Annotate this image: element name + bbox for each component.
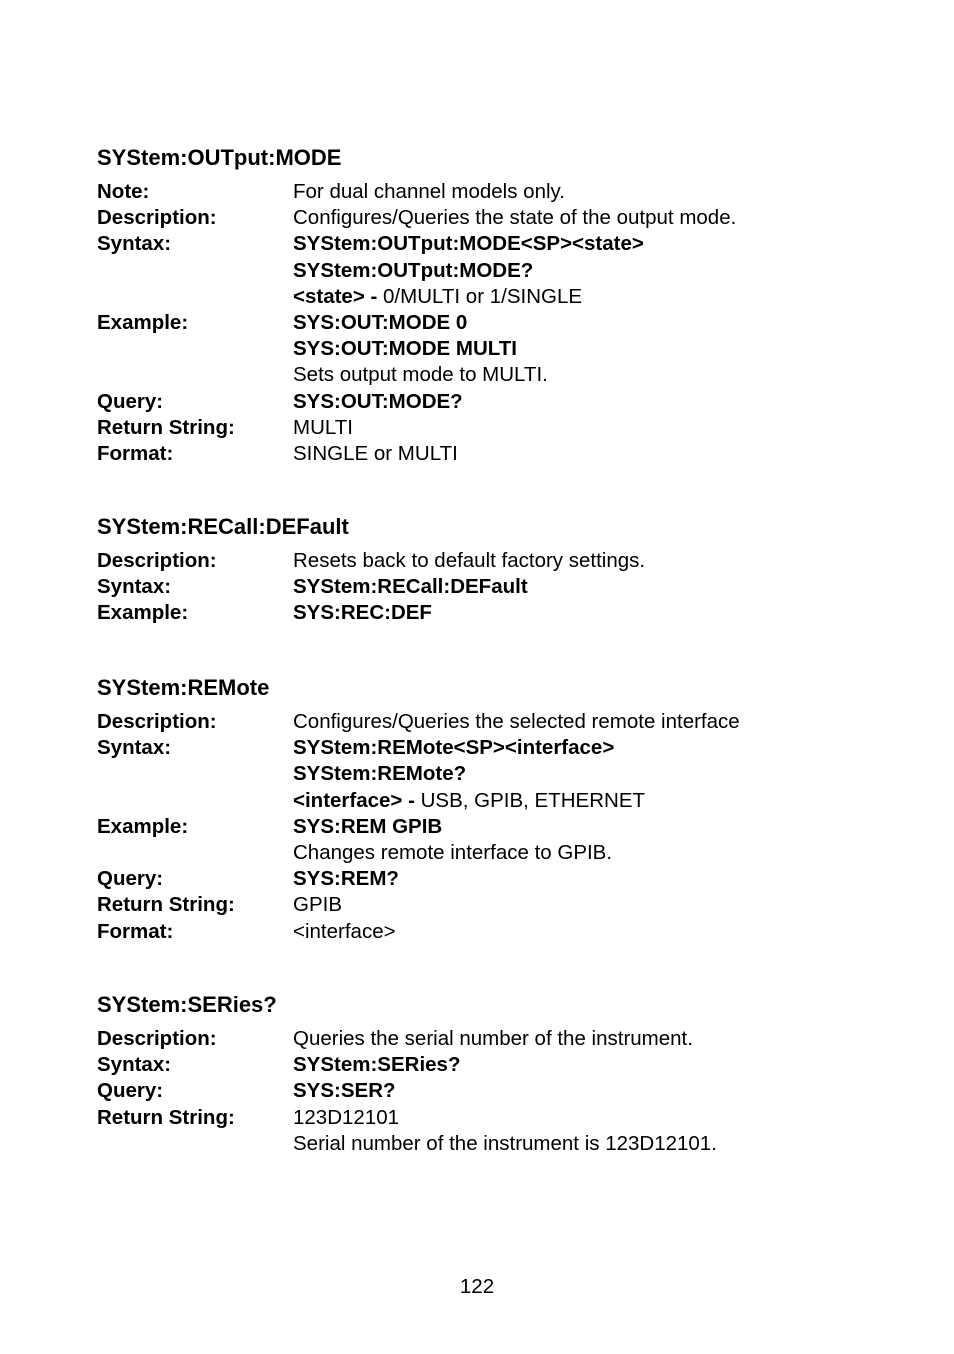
section-remote xyxy=(97,675,877,945)
query-label: Query: xyxy=(97,389,164,413)
parameter-row xyxy=(97,788,877,814)
example-explanation: Sets output mode to MULTI. xyxy=(293,363,548,387)
return-label: Return String: xyxy=(97,1105,235,1129)
section-title: SYStem:RECall:DEFault xyxy=(97,514,349,539)
format-row xyxy=(97,919,877,945)
section-title: SYStem:SERies? xyxy=(97,992,277,1017)
return-value: MULTI xyxy=(293,415,353,439)
syntax-query-command: SYStem:OUTput:MODE? xyxy=(293,258,534,282)
page-number: 122 xyxy=(459,1275,495,1298)
return-label: Return String: xyxy=(97,893,235,917)
query-command: SYS:SER? xyxy=(293,1079,396,1103)
syntax-label: Syntax: xyxy=(97,575,172,599)
example-explanation-row xyxy=(97,362,877,388)
example-row-2 xyxy=(97,336,877,362)
description-label: Description: xyxy=(97,1027,217,1050)
return-row xyxy=(97,415,877,441)
section-output-mode xyxy=(97,145,877,467)
parameter-values: USB, GPIB, ETHERNET xyxy=(420,788,646,812)
example-row xyxy=(97,814,877,840)
description-text: Configures/Queries the state of the output mode. xyxy=(293,206,737,230)
query-row xyxy=(97,389,877,415)
syntax-row xyxy=(97,1052,877,1078)
description-label: Description: xyxy=(97,206,217,230)
syntax-label: Syntax: xyxy=(97,736,172,760)
format-row xyxy=(97,441,877,467)
description-text: Configures/Queries the selected remote interface xyxy=(293,710,740,733)
syntax-label: Syntax: xyxy=(97,232,172,256)
example-label: Example: xyxy=(97,814,189,838)
description-row xyxy=(97,548,877,574)
syntax-row xyxy=(97,574,877,600)
section-recall-default xyxy=(97,514,877,627)
syntax-label: Syntax: xyxy=(97,1053,172,1077)
format-value: <interface> xyxy=(293,919,396,943)
parameter-row xyxy=(97,284,877,310)
return-row xyxy=(97,892,877,918)
note-row xyxy=(97,179,877,205)
format-label: Format: xyxy=(97,919,174,943)
return-value: 123D12101 xyxy=(293,1105,400,1129)
example-explanation-row xyxy=(97,840,877,866)
query-row xyxy=(97,866,877,892)
note-label: Note: xyxy=(97,180,150,203)
query-row xyxy=(97,1078,877,1104)
syntax-row-2 xyxy=(97,258,877,284)
note-text: For dual channel models only. xyxy=(293,180,565,203)
example-row xyxy=(97,600,877,626)
example-label: Example: xyxy=(97,310,189,334)
syntax-set-command: SYStem:OUTput:MODE<SP><state> xyxy=(293,232,644,256)
section-title: SYStem:REMote xyxy=(97,675,270,700)
return-row xyxy=(97,1105,877,1131)
syntax-command: SYStem:RECall:DEFault xyxy=(293,575,528,599)
syntax-row xyxy=(97,735,877,761)
example-command: SYS:REC:DEF xyxy=(293,601,432,625)
syntax-row xyxy=(97,231,877,257)
syntax-set-command: SYStem:REMote<SP><interface> xyxy=(293,736,615,760)
query-command: SYS:OUT:MODE? xyxy=(293,389,463,413)
example-command-1: SYS:OUT:MODE 0 xyxy=(293,310,468,334)
format-value: SINGLE or MULTI xyxy=(293,441,458,465)
return-explanation-row xyxy=(97,1131,877,1157)
example-explanation: Changes remote interface to GPIB. xyxy=(293,840,613,864)
return-explanation: Serial number of the instrument is 123D12101. xyxy=(293,1131,717,1155)
description-text: Queries the serial number of the instrument. xyxy=(293,1027,693,1050)
query-command: SYS:REM? xyxy=(293,867,399,891)
example-label: Example: xyxy=(97,601,189,625)
description-row xyxy=(97,709,877,735)
parameter-values: 0/MULTI or 1/SINGLE xyxy=(383,284,583,308)
description-label: Description: xyxy=(97,549,217,572)
example-row xyxy=(97,310,877,336)
query-label: Query: xyxy=(97,867,164,891)
return-value: GPIB xyxy=(293,893,342,917)
syntax-command: SYStem:SERies? xyxy=(293,1053,461,1077)
syntax-row-2 xyxy=(97,761,877,787)
description-row xyxy=(97,205,877,231)
section-series xyxy=(97,992,877,1157)
example-command-2: SYS:OUT:MODE MULTI xyxy=(293,337,517,361)
section-title: SYStem:OUTput:MODE xyxy=(97,145,342,170)
description-label: Description: xyxy=(97,710,217,733)
description-text: Resets back to default factory settings. xyxy=(293,549,646,572)
parameter-name: <state> - xyxy=(293,284,384,308)
description-row xyxy=(97,1026,877,1052)
return-label: Return String: xyxy=(97,415,235,439)
example-command: SYS:REM GPIB xyxy=(293,814,443,838)
parameter-name: <interface> - xyxy=(293,788,421,812)
format-label: Format: xyxy=(97,441,174,465)
syntax-query-command: SYStem:REMote? xyxy=(293,762,467,786)
query-label: Query: xyxy=(97,1079,164,1103)
